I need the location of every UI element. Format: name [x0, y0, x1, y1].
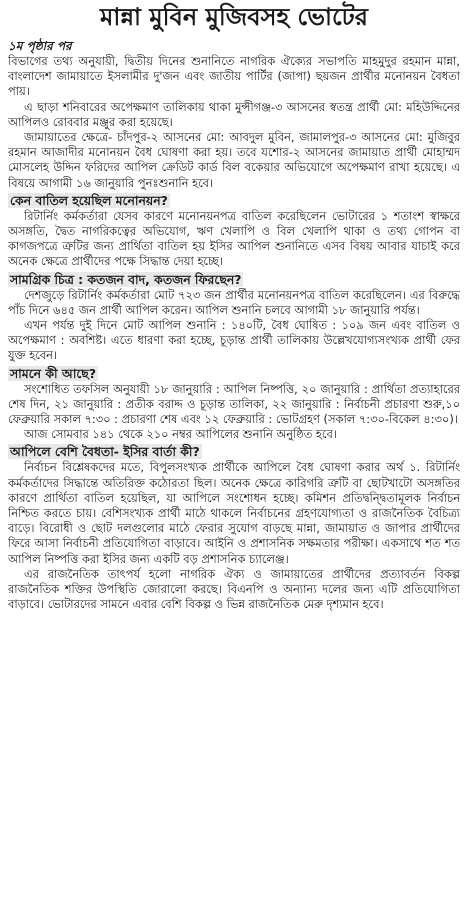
article-body — [8, 54, 460, 613]
section-heading-text: কেন বাতিল হয়েছিল মনোনয়ন? — [10, 192, 168, 208]
body-paragraph: দেশজুড়ে রিটার্নিং কর্মকর্তারা মোট ৭২৩ জন প্রার্থীর মনোনয়নপত্র বাতিল করেছিলেন। এর বিরুদ্ধে পাঁচ দিনে ৬৪৫ জন প্রার্থী আপিল করেন। আপিল শুনানি চলবে আগামী ১৮ জানুয়ারি পর্যন্ত। — [8, 287, 460, 317]
body-paragraph: এর রাজনৈতিক তাৎপর্য হলো নাগরিক ঐক্য ও জামায়াতের প্রার্থীদের প্রত্যাবর্তন বিকল্প রাজনৈতিক শক্তির উপস্থিতি জোরালো করছে। বিএনপি ও অন্যান্য দলের জন্য এটি প্রতিযোগিতা বাড়াবে। ভোটারদের সামনে এবার বেশি বিকল্প ও ভিন্ন রাজনৈতিক মেরু দৃশ্যমান হবে। — [8, 566, 460, 612]
body-paragraph: নির্বাচন বিশ্লেষকদের মতে, বিপুলসংখ্যক প্রার্থীকে আপিলে বৈধ ঘোষণা করার অর্থ ১. রিটার্নিং কর্মকর্তাদের সিদ্ধান্তে অতিরিক্ত কঠোরতা ছিল। অনেক ক্ষেত্রে কারিগরি ত্রুটি বা ছোটখাটো অসঙ্গতির কারণে প্রার্থিতা বাতিল হয়েছিল, যা আপিলে সংশোধন হচ্ছে। কমিশন প্রতিদ্বন্দ্বিতামূলক নির্বাচন নিশ্চিত করতে চায়। বেশিসংখ্যক প্রার্থী মাঠে থাকলে নির্বাচনের গ্রহণযোগ্যতা ও রাজনৈতিক বৈচিত্র্য বাড়ে। বিরোধী ও ছোট দলগুলোর মাঠে ফেরার সুযোগ বাড়ছে মান্না, জামায়াত ও জাপার প্রার্থীদের ফিরে আসা নির্বাচনী প্রতিযোগিতা বাড়াবে। আইনি ও প্রশাসনিক সক্ষমতার পরীক্ষা। একসাথে শত শত আপিল নিষ্পত্তি করা ইসির জন্য একটি বড় প্রশাসনিক চ্যালেঞ্জ। — [8, 460, 460, 566]
body-paragraph: রিটার্নিং কর্মকর্তারা যেসব কারণে মনোনয়নপত্র বাতিল করেছিলেন ভোটারের ১ শতাংশ স্বাক্ষরে অসঙ্গতি, দ্বৈত নাগরিকত্বের অভিযোগ, ঋণ খেলাপি ও বিল খেলাপি থাকা ও তথ্য গোপন বা কাগজপত্রে ত্রুটির জন্য প্রার্থিতা বাতিল হয় ইসির আপিল শুনানিতে এসব বিষয় আবার যাচাই করে অনেক ক্ষেত্রে প্রার্থীদের পক্ষে সিদ্ধান্ত দেয়া হচ্ছে। — [8, 208, 460, 269]
body-paragraph: জামায়াতের ক্ষেত্রে- চাঁদপুর-২ আসনের মো: আবদুল মুবিন, জামালপুর-৩ আসনের মো: মুজিবুর রহমান আজাদীর মনোনয়ন বৈধ ঘোষণা করা হয়। তবে যশোর-২ আসনের জামায়াত প্রার্থী মোহাম্মদ মোসলেহ উদ্দিন ফরিদের আপিল ক্রেডিট কার্ড বিল বকেয়ার অভিযোগে অপেক্ষমাণ রাখা হয়েছে। এ বিষয়ে আগামী ১৬ জানুয়ারি পুনঃশুনানি হবে। — [8, 130, 460, 190]
body-paragraph: আজ সোমবার ১৪১ থেকে ২১০ নম্বর আপিলের শুনানি অনুষ্ঠিত হবে। — [24, 427, 337, 442]
section-heading — [8, 271, 460, 288]
section-heading — [8, 192, 460, 209]
headline: মান্না মুবিন মুজিবসহ ভোটের — [100, 2, 368, 31]
section-heading-text: সামনে কী আছে? — [10, 365, 97, 381]
body-paragraph: এ ছাড়া শনিবারের অপেক্ষমাণ তালিকায় থাকা মুন্সীগঞ্জ-৩ আসনের স্বতন্ত্র প্রার্থী মো: মহিউদ্দিনের আপিলও রোববার মঞ্জুর করা হয়েছে। — [8, 99, 460, 129]
body-paragraph: এখন পর্যন্ত দুই দিনে মোট আপিল শুনানি : ১৪০টি, বৈধ ঘোষিত : ১০৯ জন এবং বাতিল ও অপেক্ষমাণ : অবশিষ্ট। এতে ধারণা করা হচ্ছে, চূড়ান্ত প্রার্থী তালিকায় উল্লেখযোগ্যসংখ্যক প্রার্থী ফের যুক্ত হবেন। — [8, 318, 460, 363]
body-paragraph: বিভাগের তথ্য অনুযায়ী, দ্বিতীয় দিনের শুনানিতে নাগরিক ঐক্যের সভাপতি মাহমুদুর রহমান মান্না, বাংলাদেশ জামায়াতে ইসলামীর দু'জন এবং জাতীয় পার্টির (জাপা) ছয়জন প্রার্থীর মনোনয়ন বৈধতা পায়। — [8, 54, 460, 99]
body-paragraph: সংশোধিত তফসিল অনুযায়ী ১৮ জানুয়ারি : আপিল নিষ্পত্তি, ২০ জানুয়ারি : প্রার্থিতা প্রত্যাহারের শেষ দিন, ২১ জানুয়ারি : প্রতীক বরাদ্দ ও চূড়ান্ত তালিকা, ২২ জানুয়ারি : নির্বাচনী প্রচারণা শুরু,১০ ফেব্রুয়ারি সকাল ৭:৩০ : প্রচারণা শেষ এবং ১২ ফেব্রুয়ারি : ভোটগ্রহণ (সকাল ৭:৩০-বিকেল ৪:৩০)। — [8, 381, 460, 427]
section-heading — [8, 365, 460, 382]
section-heading-text: আপিলে বেশি বৈধতা- ইসির বার্তা কী? — [10, 444, 200, 460]
section-heading-text: সামগ্রিক চিত্র : কতজন বাদ, কতজন ফিরছেন? — [10, 271, 242, 287]
section-heading — [8, 443, 460, 460]
continued-label: ১ম পৃষ্ঠার পর — [8, 39, 72, 53]
